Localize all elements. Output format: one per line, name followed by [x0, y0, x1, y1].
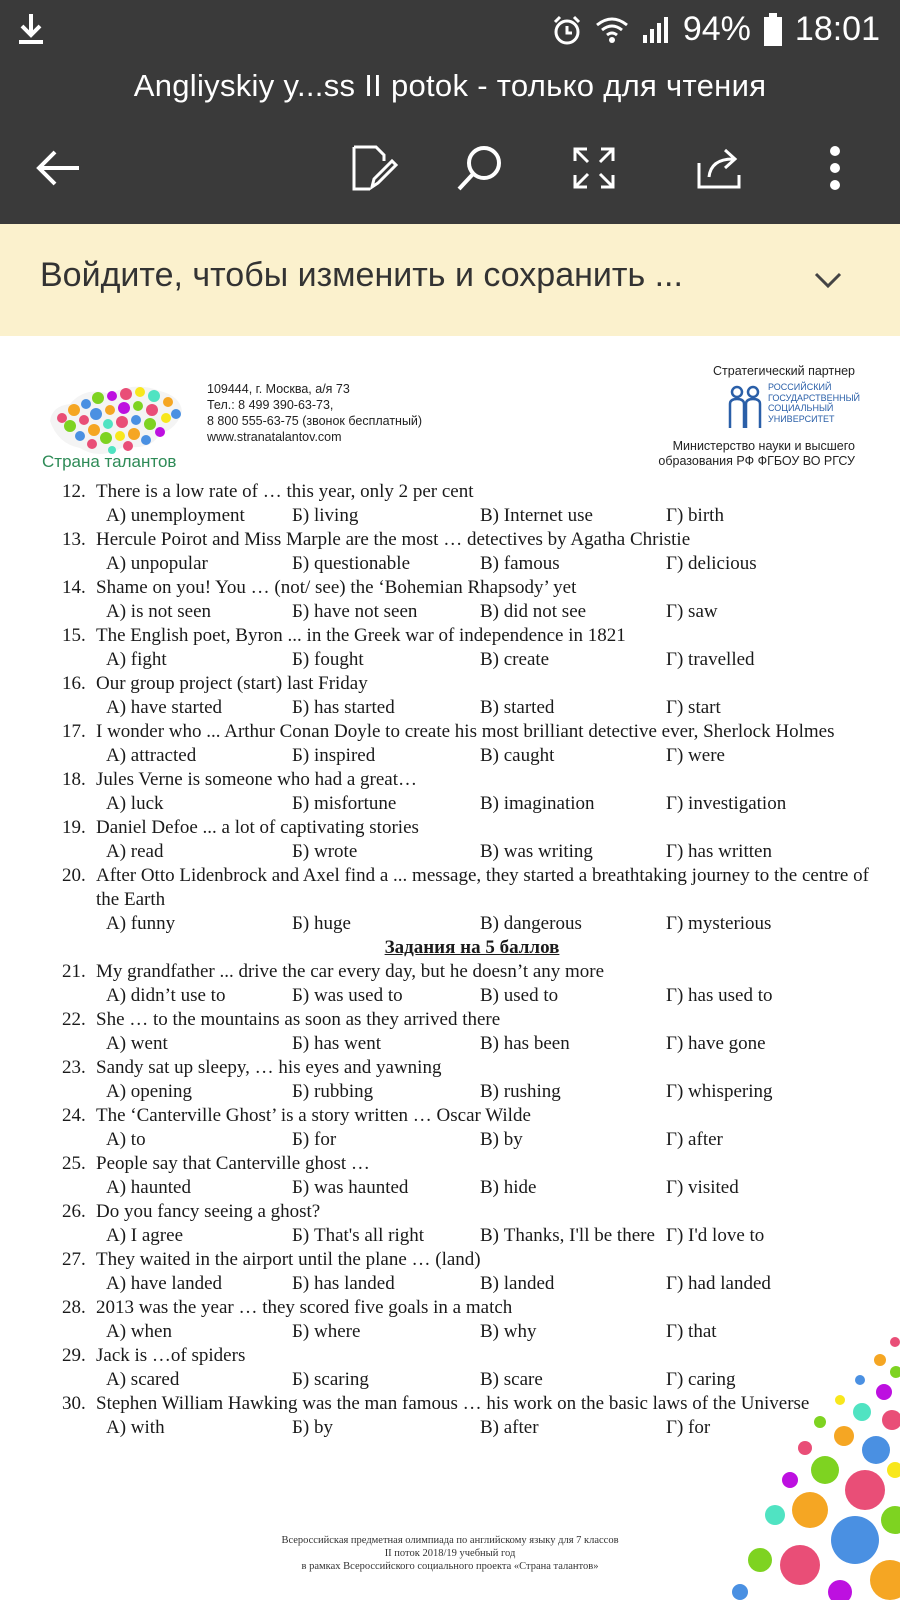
question-text: My grandfather ... drive the car every day, but he doesn’t any more: [96, 961, 605, 982]
question-text: Our group project (start) last Friday: [96, 673, 368, 694]
question-number: 24.: [62, 1105, 86, 1126]
share-icon: [695, 145, 745, 191]
search-button[interactable]: [450, 138, 510, 198]
answer-option: Г) start: [666, 697, 721, 718]
chevron-down-icon[interactable]: [808, 260, 848, 300]
answer-option: А) scared: [106, 1369, 180, 1390]
clock: 18:01: [794, 10, 880, 48]
contact-line: 109444, г. Москва, а/я 73: [207, 382, 350, 396]
question-item: [62, 1296, 882, 1320]
more-vertical-icon: [828, 145, 842, 191]
question-text: Do you fancy seeing a ghost?: [96, 1201, 321, 1222]
question-number: 29.: [62, 1345, 86, 1366]
answer-options: [62, 1224, 882, 1248]
answer-option: В) Thanks, I'll be there: [480, 1225, 655, 1246]
question-text: Stephen William Hawking was the man famous … his work on the basic laws of the Universe: [96, 1393, 810, 1414]
answer-option: В) started: [480, 697, 555, 718]
answer-option: В) famous: [480, 553, 560, 574]
answer-option: А) fight: [106, 649, 167, 670]
answer-option: В) rushing: [480, 1081, 561, 1102]
answer-option: А) to: [106, 1129, 146, 1150]
fullscreen-icon: [571, 145, 617, 191]
answer-option: В) Internet use: [480, 505, 593, 526]
answer-option: А) haunted: [106, 1177, 191, 1198]
question-item: [62, 480, 882, 504]
answer-option: Г) has used to: [666, 985, 773, 1006]
answer-option: А) unpopular: [106, 553, 208, 574]
answer-option: А) funny: [106, 913, 176, 934]
banner-message: Войдите, чтобы изменить и сохранить ...: [40, 256, 683, 294]
answer-option: В) after: [480, 1417, 539, 1438]
answer-option: Б) by: [292, 1417, 333, 1438]
question-item: [62, 960, 882, 984]
university-line: РОССИЙСКИЙ: [768, 382, 832, 392]
answer-options: [62, 1128, 882, 1152]
answer-option: Г) have gone: [666, 1033, 766, 1054]
answer-options: [62, 744, 882, 768]
question-item: [62, 1056, 882, 1080]
question-number: 25.: [62, 1153, 86, 1174]
question-number: 13.: [62, 529, 86, 550]
answer-option: Г) had landed: [666, 1273, 771, 1294]
question-text: The English poet, Byron ... in the Greek war of independence in 1821: [96, 625, 626, 646]
question-item: [62, 1104, 882, 1128]
question-item: [62, 1152, 882, 1176]
footer-line: в рамках Всероссийского социального проекта «Страна талантов»: [301, 1561, 599, 1572]
answer-option: Г) saw: [666, 601, 718, 622]
rgsu-logo-icon: [726, 384, 764, 430]
footer-line: II поток 2018/19 учебный год: [384, 1548, 516, 1559]
university-line: СОЦИАЛЬНЫЙ: [768, 403, 834, 413]
edit-document-icon: [350, 143, 398, 193]
question-number: 17.: [62, 721, 86, 742]
answer-option: Б) have not seen: [292, 601, 418, 622]
answer-options: [62, 696, 882, 720]
answer-option: Г) delicious: [666, 553, 757, 574]
question-number: 14.: [62, 577, 86, 598]
ministry-info: [658, 439, 855, 469]
answer-option: В) dangerous: [480, 913, 582, 934]
question-item: [62, 768, 882, 792]
answer-option: А) attracted: [106, 745, 197, 766]
ministry-line: образования РФ ФГБОУ ВО РГСУ: [658, 454, 855, 468]
answer-option: А) went: [106, 1033, 168, 1054]
answer-option: В) did not see: [480, 601, 587, 622]
question-item: [62, 720, 882, 744]
answer-options: [62, 792, 882, 816]
question-item: [62, 576, 882, 600]
answer-option: Г) visited: [666, 1177, 739, 1198]
question-number: 23.: [62, 1057, 86, 1078]
answer-option: Б) misfortune: [292, 793, 397, 814]
document-title: Angliyskiy y...ss II potok - только для чтения: [133, 68, 767, 103]
answer-option: Г) investigation: [666, 793, 787, 814]
question-text: Daniel Defoe ... a lot of captivating stories: [96, 817, 419, 838]
ministry-line: Министерство науки и высшего: [672, 439, 855, 453]
university-line: ГОСУДАРСТВЕННЫЙ: [768, 392, 861, 403]
question-text: Sandy sat up sleepy, … his eyes and yawning: [96, 1057, 442, 1078]
answer-option: Г) mysterious: [666, 913, 772, 934]
answer-options: [62, 552, 882, 576]
question-text: Shame on you! You … (not/ see) the ‘Bohemian Rhapsody’ yet: [96, 577, 577, 598]
question-text: After Otto Lidenbrock and Axel find a ... message, they started a breathtaking journey to the centre of the Earth: [96, 865, 869, 910]
question-number: 19.: [62, 817, 86, 838]
question-number: 26.: [62, 1201, 86, 1222]
signal-icon: [641, 15, 671, 45]
answer-option: Б) has started: [292, 697, 395, 718]
answer-option: В) by: [480, 1129, 523, 1150]
answer-options: [62, 600, 882, 624]
answer-options: [62, 1272, 882, 1296]
answer-option: А) have started: [106, 697, 223, 718]
answer-option: В) has been: [480, 1033, 570, 1054]
question-text: Jules Verne is someone who had a great…: [96, 769, 417, 790]
question-number: 27.: [62, 1249, 86, 1270]
footer-line: Всероссийская предметная олимпиада по английскому языку для 7 классов: [281, 1535, 619, 1546]
answer-option: Б) inspired: [292, 745, 376, 766]
answer-option: Г) after: [666, 1129, 723, 1150]
answer-option: Б) where: [292, 1321, 361, 1342]
answer-option: В) imagination: [480, 793, 595, 814]
answer-option: Б) scaring: [292, 1369, 369, 1390]
status-bar: [0, 0, 900, 58]
question-text: Hercule Poirot and Miss Marple are the most … detectives by Agatha Christie: [96, 529, 691, 550]
question-text: They waited in the airport until the plane … (land): [96, 1249, 481, 1270]
question-item: [62, 1200, 882, 1224]
answer-options: [62, 1176, 882, 1200]
contact-line: www.stranatalantov.com: [207, 430, 342, 444]
question-number: 16.: [62, 673, 86, 694]
answer-option: Г) I'd love to: [666, 1225, 765, 1246]
answer-option: Б) questionable: [292, 553, 411, 574]
university-logo: [726, 382, 861, 432]
answer-option: А) I agree: [106, 1225, 184, 1246]
back-arrow-icon: [33, 148, 83, 188]
question-item: [62, 864, 882, 912]
question-item: [62, 1008, 882, 1032]
answer-option: А) didn’t use to: [106, 985, 226, 1006]
answer-option: Б) wrote: [292, 841, 358, 862]
answer-option: Б) for: [292, 1129, 337, 1150]
answer-option: А) opening: [106, 1081, 193, 1102]
answer-option: В) create: [480, 649, 550, 670]
answer-option: Б) was haunted: [292, 1177, 409, 1198]
answer-option: Б) was used to: [292, 985, 403, 1006]
answer-option: А) when: [106, 1321, 172, 1342]
decorative-dots-icon: [700, 1330, 900, 1600]
answer-option: Б) fought: [292, 649, 364, 670]
question-text: The ‘Canterville Ghost’ is a story written … Oscar Wilde: [96, 1105, 531, 1126]
alarm-icon: [551, 14, 583, 46]
back-button[interactable]: [28, 138, 88, 198]
question-text: Jack is …of spiders: [96, 1345, 246, 1366]
university-line: УНИВЕРСИТЕТ: [768, 413, 835, 424]
answer-option: Б) has went: [292, 1033, 381, 1054]
answer-option: Г) has written: [666, 841, 772, 862]
question-text: I wonder who ... Arthur Conan Doyle to create his most brilliant detective ever, Sherlock Holmes: [96, 721, 835, 742]
question-number: 30.: [62, 1393, 86, 1414]
contact-info: [207, 381, 422, 445]
answer-option: Г) that: [666, 1321, 717, 1342]
question-item: [62, 816, 882, 840]
answer-option: В) used to: [480, 985, 559, 1006]
answer-option: Б) rubbing: [292, 1081, 374, 1102]
question-item: [62, 672, 882, 696]
question-number: 12.: [62, 481, 86, 502]
share-button[interactable]: [690, 138, 750, 198]
answer-option: А) is not seen: [106, 601, 212, 622]
answer-option: А) unemployment: [106, 505, 245, 526]
more-options-button[interactable]: [805, 138, 865, 198]
edit-button[interactable]: [344, 138, 404, 198]
answer-option: Г) caring: [666, 1369, 736, 1390]
question-list: [62, 480, 882, 1440]
answer-option: Б) living: [292, 505, 359, 526]
battery-icon: [763, 13, 783, 47]
document-page: [0, 336, 900, 1600]
answer-option: Г) were: [666, 745, 725, 766]
answer-option: Г) whispering: [666, 1081, 773, 1102]
answer-options: [62, 1032, 882, 1056]
answer-option: Г) birth: [666, 505, 724, 526]
answer-option: А) have landed: [106, 1273, 223, 1294]
answer-option: А) read: [106, 841, 164, 862]
question-text: People say that Canterville ghost …: [96, 1153, 370, 1174]
answer-options: [62, 840, 882, 864]
question-item: [62, 624, 882, 648]
answer-option: Б) has landed: [292, 1273, 395, 1294]
answer-option: Б) huge: [292, 913, 351, 934]
question-number: 22.: [62, 1009, 86, 1030]
answer-option: В) landed: [480, 1273, 555, 1294]
answer-options: [62, 648, 882, 672]
answer-option: В) was writing: [480, 841, 593, 862]
answer-option: В) why: [480, 1321, 537, 1342]
partner-label: Стратегический партнер: [712, 364, 855, 378]
question-item: [62, 1248, 882, 1272]
answer-options: [62, 984, 882, 1008]
answer-options: [62, 1080, 882, 1104]
download-icon: [16, 12, 46, 46]
question-number: 20.: [62, 865, 86, 886]
answer-option: В) hide: [480, 1177, 537, 1198]
answer-option: Г) travelled: [666, 649, 755, 670]
fullscreen-button[interactable]: [564, 138, 624, 198]
answer-option: В) scare: [480, 1369, 543, 1390]
answer-options: [62, 912, 882, 936]
answer-options: [62, 504, 882, 528]
question-text: There is a low rate of … this year, only 2 per cent: [96, 481, 474, 502]
wifi-icon: [595, 15, 629, 45]
answer-option: А) luck: [106, 793, 164, 814]
logo-text: Страна талантов: [42, 452, 177, 471]
contact-line: Тел.: 8 499 390-63-73,: [207, 398, 334, 412]
question-item: [62, 528, 882, 552]
question-number: 15.: [62, 625, 86, 646]
answer-option: В) caught: [480, 745, 555, 766]
app-bar: [0, 58, 900, 224]
search-icon: [455, 143, 505, 193]
question-text: 2013 was the year … they scored five goals in a match: [96, 1297, 513, 1318]
question-text: She … to the mountains as soon as they arrived there: [96, 1009, 501, 1030]
sign-in-banner[interactable]: [0, 224, 900, 337]
battery-percent: 94%: [682, 10, 751, 48]
question-number: 18.: [62, 769, 86, 790]
question-number: 28.: [62, 1297, 86, 1318]
answer-option: Г) for: [666, 1417, 711, 1438]
contact-line: 8 800 555-63-75 (звонок бесплатный): [207, 414, 423, 428]
question-number: 21.: [62, 961, 86, 982]
answer-option: Б) That's all right: [292, 1225, 424, 1246]
answer-option: А) with: [106, 1417, 165, 1438]
section-title: Задания на 5 баллов: [384, 937, 560, 958]
